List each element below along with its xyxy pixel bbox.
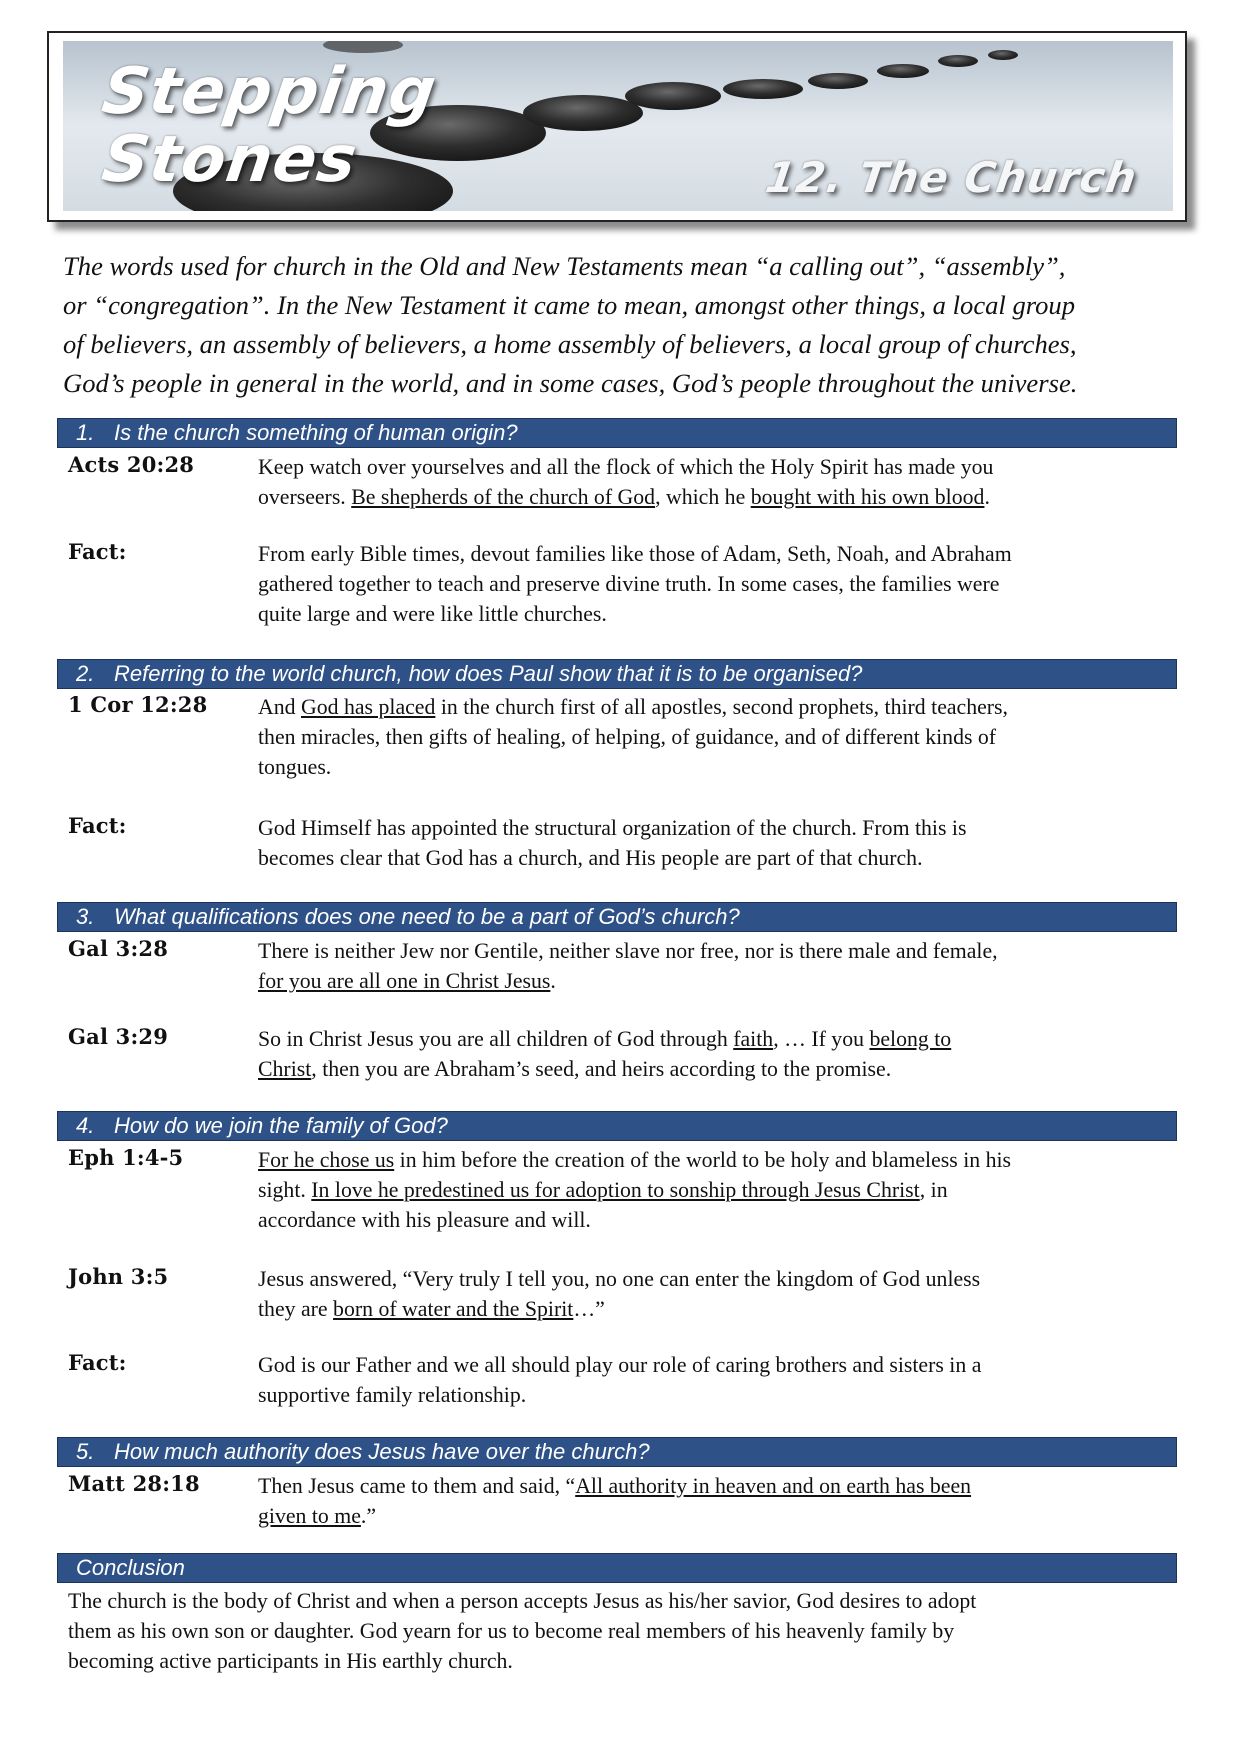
text-line — [258, 843, 1183, 873]
scripture-reference: Acts 20:28 — [68, 452, 195, 477]
section-number: 2. — [76, 661, 95, 686]
fact-text — [258, 813, 1183, 873]
section-question: Referring to the world church, how does Paul show that it is to be organised? — [114, 661, 863, 686]
intro-line: or “congregation”. In the New Testament it came to mean, amongst other things, a local group — [63, 290, 1076, 320]
section-heading-3 — [57, 902, 1177, 932]
text-segment: accordance with his pleasure and will. — [258, 1208, 591, 1232]
text-segment: Then Jesus came to them and said, “ — [258, 1474, 576, 1498]
section-heading-4 — [57, 1111, 1177, 1141]
intro-line: The words used for church in the Old and New Testaments mean “a calling out”, “assembly”, — [63, 251, 1066, 281]
text-segment: So in Christ Jesus you are all children of God through — [258, 1027, 734, 1051]
text-segment: becomes clear that God has a church, and His people are part of that church. — [258, 846, 923, 870]
section-question: Is the church something of human origin? — [114, 420, 518, 445]
conclusion-heading-label: Conclusion — [76, 1555, 185, 1580]
conclusion-line: becoming active participants in His earthly church. — [68, 1649, 513, 1673]
text-line — [258, 1145, 1183, 1175]
text-segment: Keep watch over yourselves and all the flock of which the Holy Spirit has made you — [258, 455, 994, 479]
scripture-reference: Matt 28:18 — [68, 1471, 200, 1496]
underlined-phrase: In love he predestined us for adoption to sonship through Jesus Christ — [311, 1178, 920, 1202]
text-segment: , then you are Abraham’s seed, and heirs according to the promise. — [311, 1057, 892, 1081]
fact-text — [258, 539, 1183, 629]
text-segment: God is our Father and we all should play our role of caring brothers and sisters in a — [258, 1353, 982, 1377]
verse-text — [258, 452, 1183, 512]
intro-paragraph — [63, 247, 1188, 403]
text-line — [258, 722, 1183, 752]
scripture-reference: Gal 3:29 — [68, 1024, 169, 1049]
text-line — [258, 813, 1183, 843]
scripture-reference: 1 Cor 12:28 — [68, 692, 208, 717]
underlined-phrase: All authority in heaven and on earth has been — [575, 1474, 972, 1498]
text-line — [258, 1264, 1183, 1294]
fact-label: Fact: — [68, 539, 127, 564]
text-segment: . — [984, 485, 990, 509]
section-heading-1 — [57, 418, 1177, 448]
text-line — [258, 1471, 1183, 1501]
banner-title-line1: Stepping — [97, 55, 442, 129]
underlined-phrase: faith — [733, 1027, 774, 1051]
text-line — [258, 1175, 1183, 1205]
text-line — [258, 1350, 1183, 1380]
underlined-phrase: For he chose us — [258, 1148, 395, 1172]
text-line — [258, 599, 1183, 629]
conclusion-heading — [57, 1553, 1177, 1583]
section-question: How much authority does Jesus have over the church? — [114, 1439, 650, 1464]
text-line — [258, 1205, 1183, 1235]
text-line — [258, 936, 1183, 966]
underlined-phrase: bought with his own blood — [750, 485, 985, 509]
text-segment: supportive family relationship. — [258, 1383, 527, 1407]
text-segment: From early Bible times, devout families like those of Adam, Seth, Noah, and Abraham — [258, 542, 1012, 566]
section-number: 1. — [76, 420, 95, 445]
text-line — [258, 692, 1183, 722]
text-segment: they are — [258, 1297, 334, 1321]
underlined-phrase: Be shepherds of the church of God — [351, 485, 656, 509]
section-question: How do we join the family of God? — [114, 1113, 448, 1138]
text-line — [258, 1024, 1183, 1054]
text-segment: quite large and were like little churches. — [258, 602, 607, 626]
text-line — [258, 569, 1183, 599]
underlined-phrase: God has placed — [301, 695, 436, 719]
underlined-phrase: Christ — [258, 1057, 312, 1081]
text-line — [258, 1380, 1183, 1410]
text-line — [258, 482, 1183, 512]
text-segment: , which he — [655, 485, 751, 509]
conclusion-text — [68, 1586, 1178, 1676]
section-number: 4. — [76, 1113, 95, 1138]
fact-label: Fact: — [68, 1350, 127, 1375]
underlined-phrase: belong to — [869, 1027, 952, 1051]
text-segment: , … If you — [773, 1027, 870, 1051]
section-heading-5 — [57, 1437, 1177, 1467]
text-segment: And — [258, 695, 301, 719]
verse-text — [258, 1264, 1183, 1324]
text-segment: …” — [573, 1297, 605, 1321]
text-segment: , in — [919, 1178, 948, 1202]
intro-line: God’s people in general in the world, and in some cases, God’s people throughout the universe. — [63, 368, 1078, 398]
verse-text — [258, 692, 1183, 782]
verse-text — [258, 1024, 1183, 1084]
lesson-title: 12. The Church — [762, 153, 1141, 202]
text-line — [258, 452, 1183, 482]
scripture-reference: John 3:5 — [68, 1264, 169, 1289]
text-line — [258, 1501, 1183, 1531]
fact-text — [258, 1350, 1183, 1410]
text-segment: .” — [360, 1504, 377, 1528]
text-line — [258, 1054, 1183, 1084]
intro-line: of believers, an assembly of believers, a home assembly of believers, a local group of churches, — [63, 329, 1077, 359]
text-segment: overseers. — [258, 485, 352, 509]
conclusion-line: The church is the body of Christ and when a person accepts Jesus as his/her savior, God desires to adopt — [68, 1589, 977, 1613]
text-segment: God Himself has appointed the structural organization of the church. From this is — [258, 816, 967, 840]
verse-text — [258, 1145, 1183, 1235]
text-segment: There is neither Jew nor Gentile, neither slave nor free, nor is there male and female, — [258, 939, 998, 963]
text-segment: tongues. — [258, 755, 332, 779]
conclusion-line: them as his own son or daughter. God yearn for us to become real members of his heavenly family by — [68, 1619, 955, 1643]
section-number: 5. — [76, 1439, 95, 1464]
text-line — [258, 966, 1183, 996]
fact-label: Fact: — [68, 813, 127, 838]
section-number: 3. — [76, 904, 95, 929]
text-line — [258, 539, 1183, 569]
underlined-phrase: given to me — [258, 1504, 361, 1528]
text-segment: sight. — [258, 1178, 312, 1202]
scripture-reference: Gal 3:28 — [68, 936, 169, 961]
scripture-reference: Eph 1:4-5 — [68, 1145, 184, 1170]
banner — [47, 31, 1187, 222]
banner-title-line2: Stones — [97, 123, 362, 197]
verse-text — [258, 936, 1183, 996]
text-segment: gathered together to teach and preserve divine truth. In some cases, the families were — [258, 572, 1000, 596]
text-segment: then miracles, then gifts of healing, of helping, of guidance, and of different kinds of — [258, 725, 997, 749]
section-question: What qualifications does one need to be a part of God’s church? — [114, 904, 740, 929]
text-line — [258, 1294, 1183, 1324]
underlined-phrase: for you are all one in Christ Jesus — [258, 969, 551, 993]
section-heading-2 — [57, 659, 1177, 689]
text-segment: . — [550, 969, 556, 993]
underlined-phrase: born of water and the Spirit — [333, 1297, 574, 1321]
text-segment: in him before the creation of the world to be holy and blameless in his — [394, 1148, 1012, 1172]
text-segment: in the church first of all apostles, second prophets, third teachers, — [435, 695, 1008, 719]
verse-text — [258, 1471, 1183, 1531]
stepping-stones-image — [63, 41, 1173, 211]
text-segment: Jesus answered, “Very truly I tell you, no one can enter the kingdom of God unless — [258, 1267, 981, 1291]
text-line — [258, 752, 1183, 782]
